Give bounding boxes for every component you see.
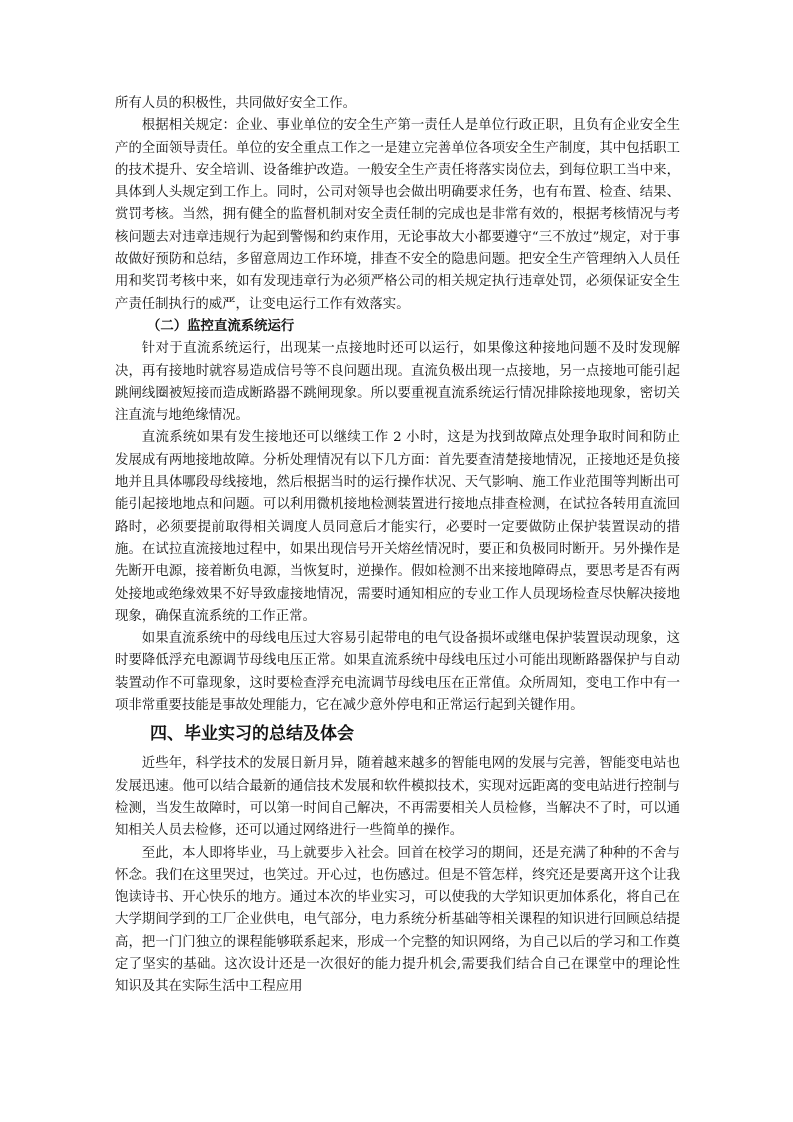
paragraph-continued: 所有人员的积极性，共同做好安全工作。 [115,96,357,111]
subheading-dc-system: （二）监控直流系统运行 [147,318,295,334]
paragraph-reflection: 至此，本人即将毕业，马上就要步入社会。回首在校学习的期间，还是充满了种种的不舍与怀念。我们在这里哭过，也笑过。开心过，也伤感过。但是不管怎样，终究还是要离开这个让我饱读诗书、开心快乐的地方。通过本次的毕业实习，可以使我的大学知识更加体系化，将自己在大学期间学到的工厂企业供电，电气部分，电力系统分析基础等相关课程的知识进行回顾总结提高，把一门门独立的课程能够联系起来，形成一个完整的知识网络，为自己以后的学习和工作奠定了坚实的基础。这次设计还是一次很好的能力提升机会,需要我们结合自己在课堂中的理论性知识及其在实际生活中工程应用 [115,845,680,995]
document-page [115,93,680,999]
paragraph-dc-bus-voltage: 如果直流系统中的母线电压过大容易引起带电的电气设备损坏或继电保护装置误动现象，这时要降低浮充电源调节母线电压正常。如果直流系统中母线电压过小可能出现断路器保护与自动装置动作不可靠现象，这时要检查浮充电流调节母线电压在正常值。众所周知，变电工作中有一项非常重要技能是事故处理能力，它在减少意外停电和正常运行起到关键作用。 [115,631,680,714]
paragraph-dc-grounding: 针对于直流系统运行，出现某一点接地时还可以运行，如果像这种接地问题不及时发现解决，再有接地时就容易造成信号等不良问题出现。直流负极出现一点接地，另一点接地可能引起跳闸线圈被短接而造成断路器不跳闸现象。所以要重视直流系统运行情况排除接地现象，密切关注直流与地绝缘情况。 [115,341,680,424]
paragraph-safety-rules: 根据相关规定：企业、事业单位的安全生产第一责任人是单位行政正职，且负有企业安全生产的全面领导责任。单位的安全重点工作之一是建立完善单位各项安全生产制度，其中包括职工的技术提升、安全培训、设备维护改造。一般安全生产责任将落实岗位去，到每位职工当中来，具体到人头规定到工作上。同时，公司对领导也会做出明确要求任务，也有布置、检查、结果、赏罚考核。当然，拥有健全的监督机制对安全责任制的完成也是非常有效的，根据考核情况与考核问题去对违章违规行为起到警惕和约束作用，无论事故大小都要遵守“三不放过”规定，对于事故做好预防和总结，多留意周边工作环境，排查不安全的隐患问题。把安全生产管理纳入人员任用和奖罚考核中来，如有发现违章行为必须严格公司的相关规定执行违章处罚，必须保证安全生产责任制执行的威严，让变电运行工作有效落实。 [115,118,680,312]
paragraph-dc-fault-handling: 直流系统如果有发生接地还可以继续工作 2 小时，这是为找到故障点处理争取时间和防止发展成有两地接地故障。分析处理情况有以下几方面：首先要查清楚接地情况，正接地还是负接地并且具体哪段母线接地，然后根据当时的运行操作状况、天气影响、施工作业范围等判断出可能引起接地地点和问题。可以利用微机接地检测装置进行接地点排查检测，在试拉各转用直流回路时，必须要提前取得相关调度人员同意后才能实行，必要时一定要做防止保护装置误动的措施。在试拉直流接地过程中，如果出现信号开关熔丝情况时，要正和负极同时断开。另外操作是先断开电源，接着断负电源，当恢复时，逆操作。假如检测不出来接地障碍点，要思考是否有两处接地或绝缘效果不好导致虚接地情况，需要时通知相应的专业工作人员现场检查尽快解决接地现象，确保直流系统的工作正常。 [115,430,680,624]
paragraph-smart-substation: 近些年，科学技术的发展日新月异，随着越来越多的智能电网的发展与完善，智能变电站也发展迅速。他可以结合最新的通信技术发展和软件模拟技术，实现对远距离的变电站进行控制与检测，当发生故障时，可以第一时间自己解决，不再需要相关人员检修，当解决不了时，可以通知相关人员去检修，还可以通过网络进行一些简单的操作。 [115,756,680,839]
section-heading-summary: 四、毕业实习的总结及体会 [150,724,354,745]
